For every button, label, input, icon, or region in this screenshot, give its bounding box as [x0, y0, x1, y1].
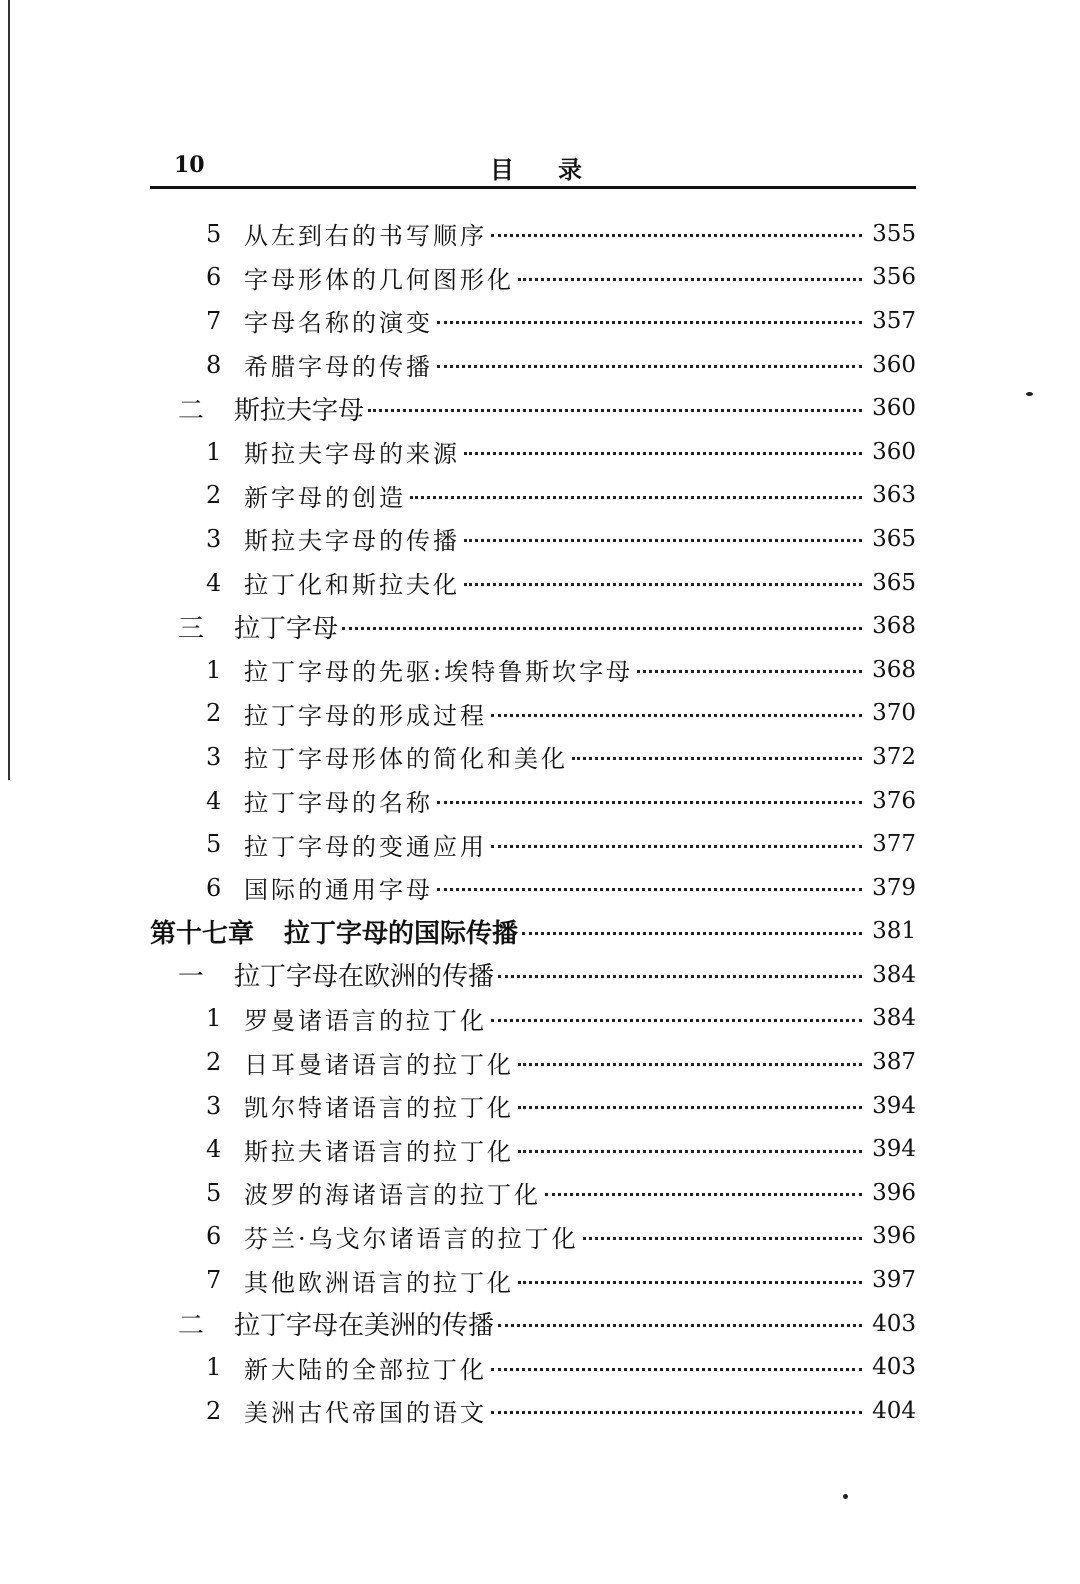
dot-leader	[491, 1368, 862, 1371]
toc-item-number: 6	[206, 263, 222, 292]
toc-entry-title: 国际的通用字母	[244, 876, 433, 905]
dot-leader	[498, 975, 862, 978]
toc-item	[150, 561, 916, 605]
toc-item-number: 2	[206, 699, 222, 728]
toc-entry-title: 拉丁字母的国际传播	[284, 918, 519, 949]
dot-leader	[545, 1193, 862, 1196]
dot-leader	[368, 409, 862, 412]
toc-entry-title: 拉丁字母形体的简化和美化	[244, 745, 568, 774]
toc-item	[150, 1040, 916, 1084]
dot-leader	[491, 714, 862, 717]
toc-entry-title: 日耳曼诸语言的拉丁化	[244, 1050, 514, 1079]
toc-section-number: 二	[178, 395, 205, 426]
toc-entry-title: 新字母的创造	[244, 483, 406, 512]
toc-page-number: 357	[872, 307, 916, 334]
toc-section-number: 二	[178, 1311, 205, 1342]
toc-entry-title: 拉丁化和斯拉夫化	[244, 571, 460, 600]
dot-leader	[491, 1019, 862, 1022]
toc-item-number: 7	[206, 1266, 222, 1295]
toc-page-number: 376	[872, 787, 916, 814]
table-of-contents	[150, 212, 916, 1433]
toc-entry-title: 拉丁字母的名称	[244, 789, 433, 818]
toc-item-number: 1	[206, 437, 222, 466]
scan-speck	[843, 1494, 848, 1499]
toc-chapter-number: 第十七章	[150, 918, 255, 949]
toc-item-number: 2	[206, 1396, 222, 1425]
toc-item-number: 6	[206, 873, 222, 902]
toc-entry-title: 斯拉夫诸语言的拉丁化	[244, 1137, 514, 1166]
dot-leader	[410, 496, 862, 499]
dot-leader	[437, 801, 862, 804]
toc-page-number: 363	[872, 482, 916, 509]
toc-item-number: 1	[206, 1004, 222, 1033]
toc-item	[150, 517, 916, 561]
toc-item-number: 5	[206, 1178, 222, 1207]
dot-leader	[342, 627, 862, 630]
dot-leader	[518, 1150, 862, 1153]
toc-page-number: 403	[872, 1310, 916, 1337]
toc-entry-title: 希腊字母的传播	[244, 353, 433, 382]
toc-page-number: 384	[872, 961, 916, 988]
toc-entry-title: 芬兰·乌戈尔诸语言的拉丁化	[244, 1224, 579, 1253]
toc-item	[150, 692, 916, 736]
toc-chapter	[150, 910, 916, 954]
toc-entry-title: 其他欧洲语言的拉丁化	[244, 1268, 514, 1297]
dot-leader	[522, 932, 862, 935]
toc-page-number: 396	[872, 1223, 916, 1250]
page-number: 10	[174, 152, 205, 178]
toc-entry-title: 从左到右的书写顺序	[244, 222, 487, 251]
toc-page-number: 394	[872, 1092, 916, 1119]
dot-leader	[464, 539, 862, 542]
toc-page-number: 384	[872, 1005, 916, 1032]
dot-leader	[437, 365, 862, 368]
dot-leader	[518, 1106, 862, 1109]
dot-leader	[437, 321, 862, 324]
toc-page-number: 379	[872, 874, 916, 901]
toc-item-number: 3	[206, 524, 222, 553]
toc-item-number: 5	[206, 219, 222, 248]
toc-item	[150, 1389, 916, 1433]
dot-leader	[637, 670, 862, 673]
toc-item-number: 7	[206, 306, 222, 335]
toc-page-number: 365	[872, 569, 916, 596]
toc-item	[150, 1345, 916, 1389]
toc-page-number: 368	[872, 613, 916, 640]
toc-section-number: 一	[178, 962, 205, 993]
toc-item	[150, 430, 916, 474]
toc-item	[150, 735, 916, 779]
toc-item-number: 2	[206, 1048, 222, 1077]
toc-section	[150, 386, 916, 430]
toc-item	[150, 212, 916, 256]
toc-entry-title: 新大陆的全部拉丁化	[244, 1355, 487, 1384]
toc-item	[150, 474, 916, 518]
toc-item	[150, 648, 916, 692]
toc-page-number: 377	[872, 831, 916, 858]
toc-item-number: 8	[206, 350, 222, 379]
toc-entry-title: 凯尔特诸语言的拉丁化	[244, 1094, 514, 1123]
dot-leader	[518, 1063, 862, 1066]
toc-item-number: 6	[206, 1222, 222, 1251]
toc-entry-title: 字母名称的演变	[244, 309, 433, 338]
toc-item-number: 3	[206, 1091, 222, 1120]
toc-entry-title: 拉丁字母的先驱:埃特鲁斯坎字母	[244, 658, 634, 687]
toc-item-number: 3	[206, 742, 222, 771]
toc-item-number: 2	[206, 481, 222, 510]
toc-item	[150, 343, 916, 387]
toc-entry-title: 斯拉夫字母的来源	[244, 440, 460, 469]
dot-leader	[464, 452, 862, 455]
toc-page-number: 372	[872, 743, 916, 770]
toc-page-number: 360	[872, 395, 916, 422]
toc-entry-title: 美洲古代帝国的语文	[244, 1399, 487, 1428]
toc-entry-title: 字母形体的几何图形化	[244, 265, 514, 294]
toc-page-number: 387	[872, 1049, 916, 1076]
toc-entry-title: 拉丁字母的形成过程	[244, 701, 487, 730]
toc-page-number: 404	[872, 1397, 916, 1424]
toc-page-number: 356	[872, 264, 916, 291]
toc-page-number: 368	[872, 656, 916, 683]
toc-page-number: 360	[872, 438, 916, 465]
toc-item	[150, 1084, 916, 1128]
toc-item	[150, 1215, 916, 1259]
toc-item	[150, 1127, 916, 1171]
toc-item-number: 5	[206, 830, 222, 859]
page-title: 目录	[490, 156, 626, 184]
toc-page-number: 396	[872, 1179, 916, 1206]
toc-item-number: 4	[206, 568, 222, 597]
dot-leader	[498, 1324, 862, 1327]
toc-item-number: 4	[206, 786, 222, 815]
toc-item	[150, 822, 916, 866]
toc-entry-title: 罗曼诸语言的拉丁化	[244, 1006, 487, 1035]
toc-page-number: 381	[872, 918, 916, 945]
toc-entry-title: 拉丁字母的变通应用	[244, 832, 487, 861]
toc-item-number: 1	[206, 655, 222, 684]
dot-leader	[518, 1281, 862, 1284]
toc-page-number: 370	[872, 700, 916, 727]
toc-section	[150, 953, 916, 997]
page-header	[150, 148, 916, 188]
toc-item	[150, 1258, 916, 1302]
toc-page-number: 394	[872, 1136, 916, 1163]
toc-page-number: 365	[872, 525, 916, 552]
toc-entry-title: 拉丁字母在欧洲的传播	[234, 962, 495, 993]
toc-page-number: 397	[872, 1267, 916, 1294]
toc-item	[150, 256, 916, 300]
binding-edge-line	[8, 0, 10, 780]
dot-leader	[464, 583, 862, 586]
dot-leader	[518, 278, 862, 281]
toc-entry-title: 斯拉夫字母的传播	[244, 527, 460, 556]
dot-leader	[583, 1237, 862, 1240]
toc-item	[150, 779, 916, 823]
dot-leader	[491, 1411, 862, 1414]
toc-page-number: 360	[872, 351, 916, 378]
header-rule	[150, 186, 916, 189]
toc-entry-title: 拉丁字母在美洲的传播	[234, 1311, 495, 1342]
toc-section	[150, 1302, 916, 1346]
toc-item	[150, 866, 916, 910]
toc-entry-title: 波罗的海诸语言的拉丁化	[244, 1181, 541, 1210]
toc-item	[150, 997, 916, 1041]
toc-entry-title: 斯拉夫字母	[234, 395, 365, 426]
toc-item	[150, 1171, 916, 1215]
toc-page-number: 403	[872, 1354, 916, 1381]
dot-leader	[437, 888, 862, 891]
toc-item-number: 4	[206, 1135, 222, 1164]
scan-speck	[1026, 392, 1033, 396]
toc-section-number: 三	[178, 613, 205, 644]
dot-leader	[572, 757, 862, 760]
toc-section	[150, 604, 916, 648]
toc-page-number: 355	[872, 220, 916, 247]
dot-leader	[491, 845, 862, 848]
toc-item	[150, 299, 916, 343]
toc-entry-title: 拉丁字母	[234, 613, 339, 644]
toc-item-number: 1	[206, 1353, 222, 1382]
dot-leader	[491, 234, 862, 237]
